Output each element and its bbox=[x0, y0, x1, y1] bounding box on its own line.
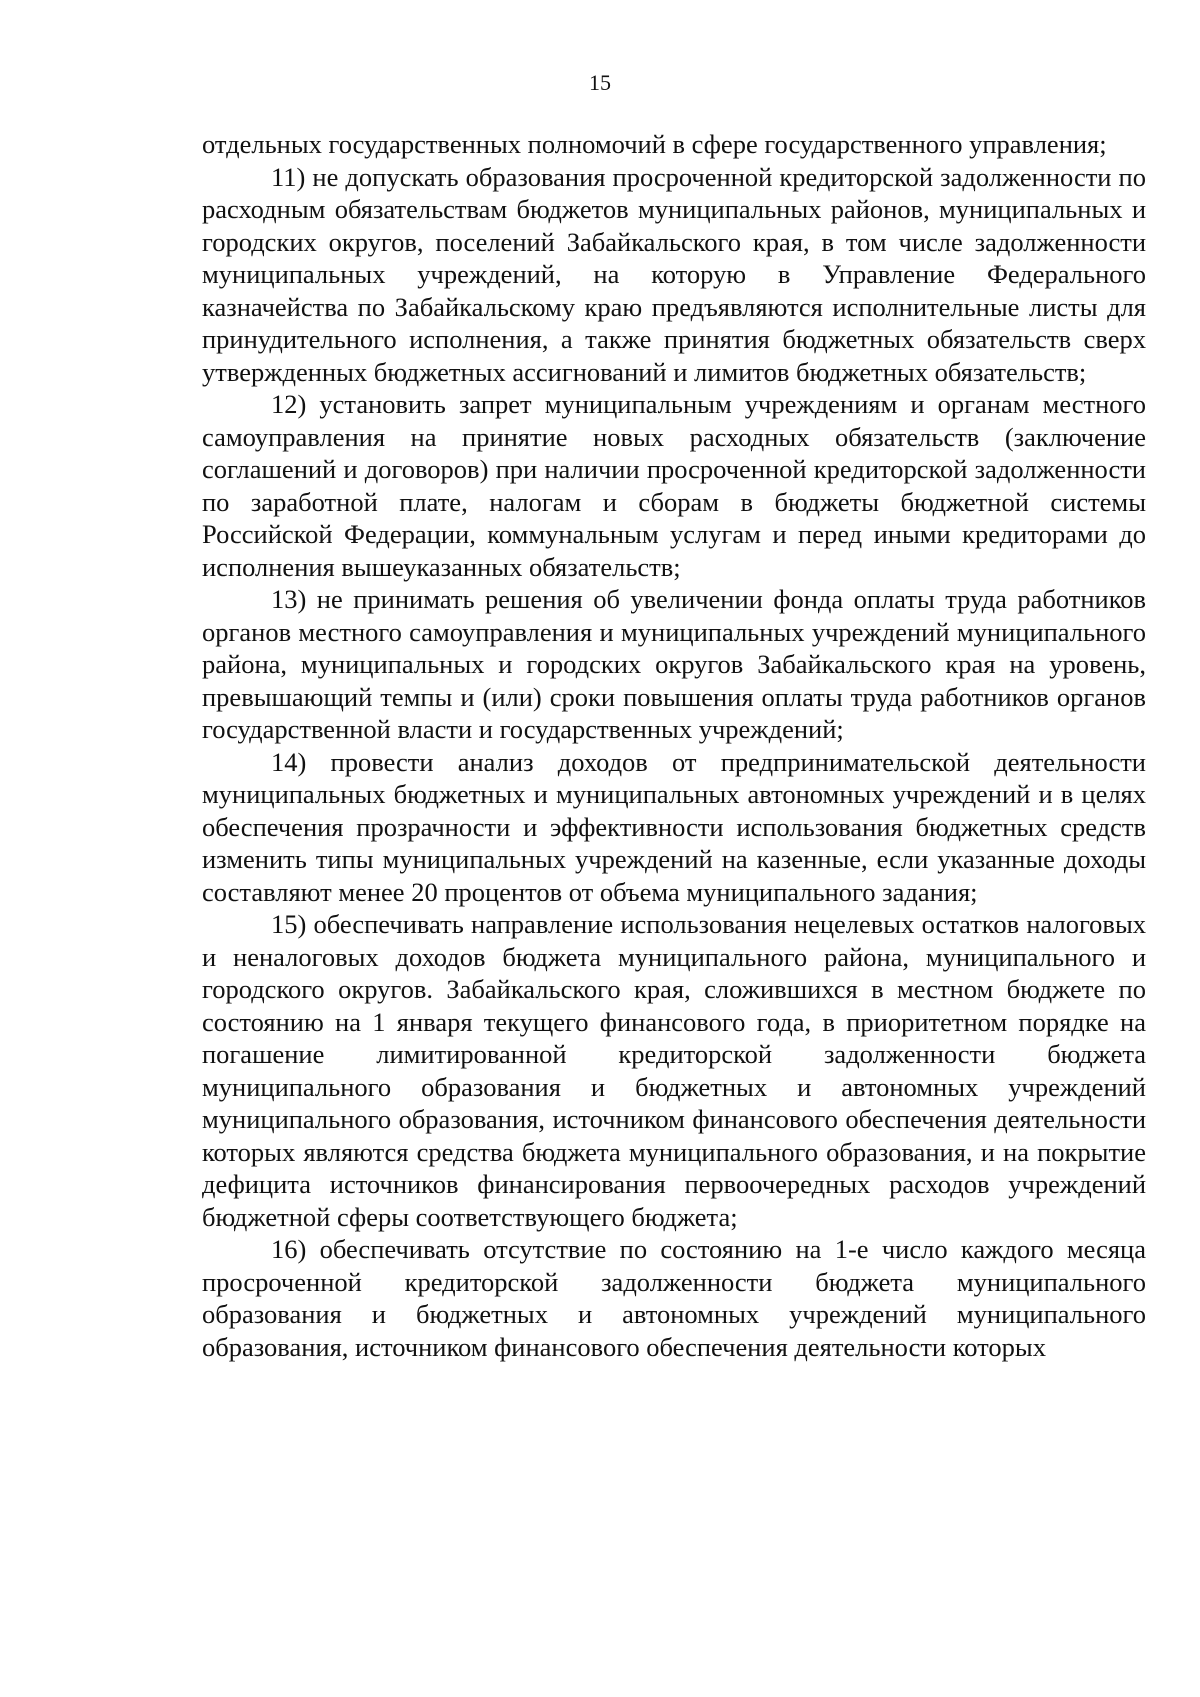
paragraph-item-12: 12) установить запрет муниципальным учреждениям и органам местного самоуправления на принятие новых расходных обязательств (заключение соглашений и договоров) при наличии просроченной кредиторской задолженности по заработной плате, налогам и сборам в бюджеты бюджетной системы Российской Федерации, коммунальным услугам и перед иными кредиторами до исполнения вышеуказанных обязательств; bbox=[202, 389, 1146, 582]
paragraph-item-13: 13) не принимать решения об увеличении фонда оплаты труда работников органов местного самоуправления и муниципальных учреждений муниципального района, муниципальных и городских округов Забайкальского края на уровень, превышающий темпы и (или) сроки повышения оплаты труда работников органов государственной власти и государственных учреждений; bbox=[202, 584, 1146, 744]
document-body bbox=[202, 128, 1146, 1363]
paragraph-item-11: 11) не допускать образования просроченной кредиторской задолженности по расходным обязательствам бюджетов муниципальных районов, муниципальных и городских округов, поселений Забайкальского края, в том числе задолженности муниципальных учреждений, на которую в Управление Федерального казначейства по Забайкальскому краю предъявляются исполнительные листы для принудительного исполнения, а также принятия бюджетных обязательств сверх утвержденных бюджетных ассигнований и лимитов бюджетных обязательств; bbox=[202, 161, 1146, 387]
paragraph-item-15: 15) обеспечивать направление использования нецелевых остатков налоговых и неналоговых доходов бюджета муниципального района, муниципального и городского округов. Забайкальского края, сложившихся в местном бюджете по состоянию на 1 января текущего финансового года, в приоритетном порядке на погашение лимитированной кредиторской задолженности бюджета муниципального образования и бюджетных и автономных учреждений муниципального образования, источником финансового обеспечения деятельности которых являются средства бюджета муниципального образования, и на покрытие дефицита источников финансирования первоочередных расходов учреждений бюджетной сферы соответствующего бюджета; bbox=[202, 909, 1146, 1232]
paragraph-item-16: 16) обеспечивать отсутствие по состоянию на 1-е число каждого месяца просроченной кредиторской задолженности бюджета муниципального образования и бюджетных и автономных учреждений муниципального образования, источником финансового обеспечения деятельности которых bbox=[202, 1234, 1146, 1362]
paragraph-item-14: 14) провести анализ доходов от предпринимательской деятельности муниципальных бюджетных и муниципальных автономных учреждений и в целях обеспечения прозрачности и эффективности использования бюджетных средств изменить типы муниципальных учреждений на казенные, если указанные доходы составляют менее 20 процентов от объема муниципального задания; bbox=[202, 746, 1146, 907]
paragraph-continuation: отдельных государственных полномочий в сфере государственного управления; bbox=[202, 129, 1107, 159]
page-number: 15 bbox=[589, 70, 611, 95]
